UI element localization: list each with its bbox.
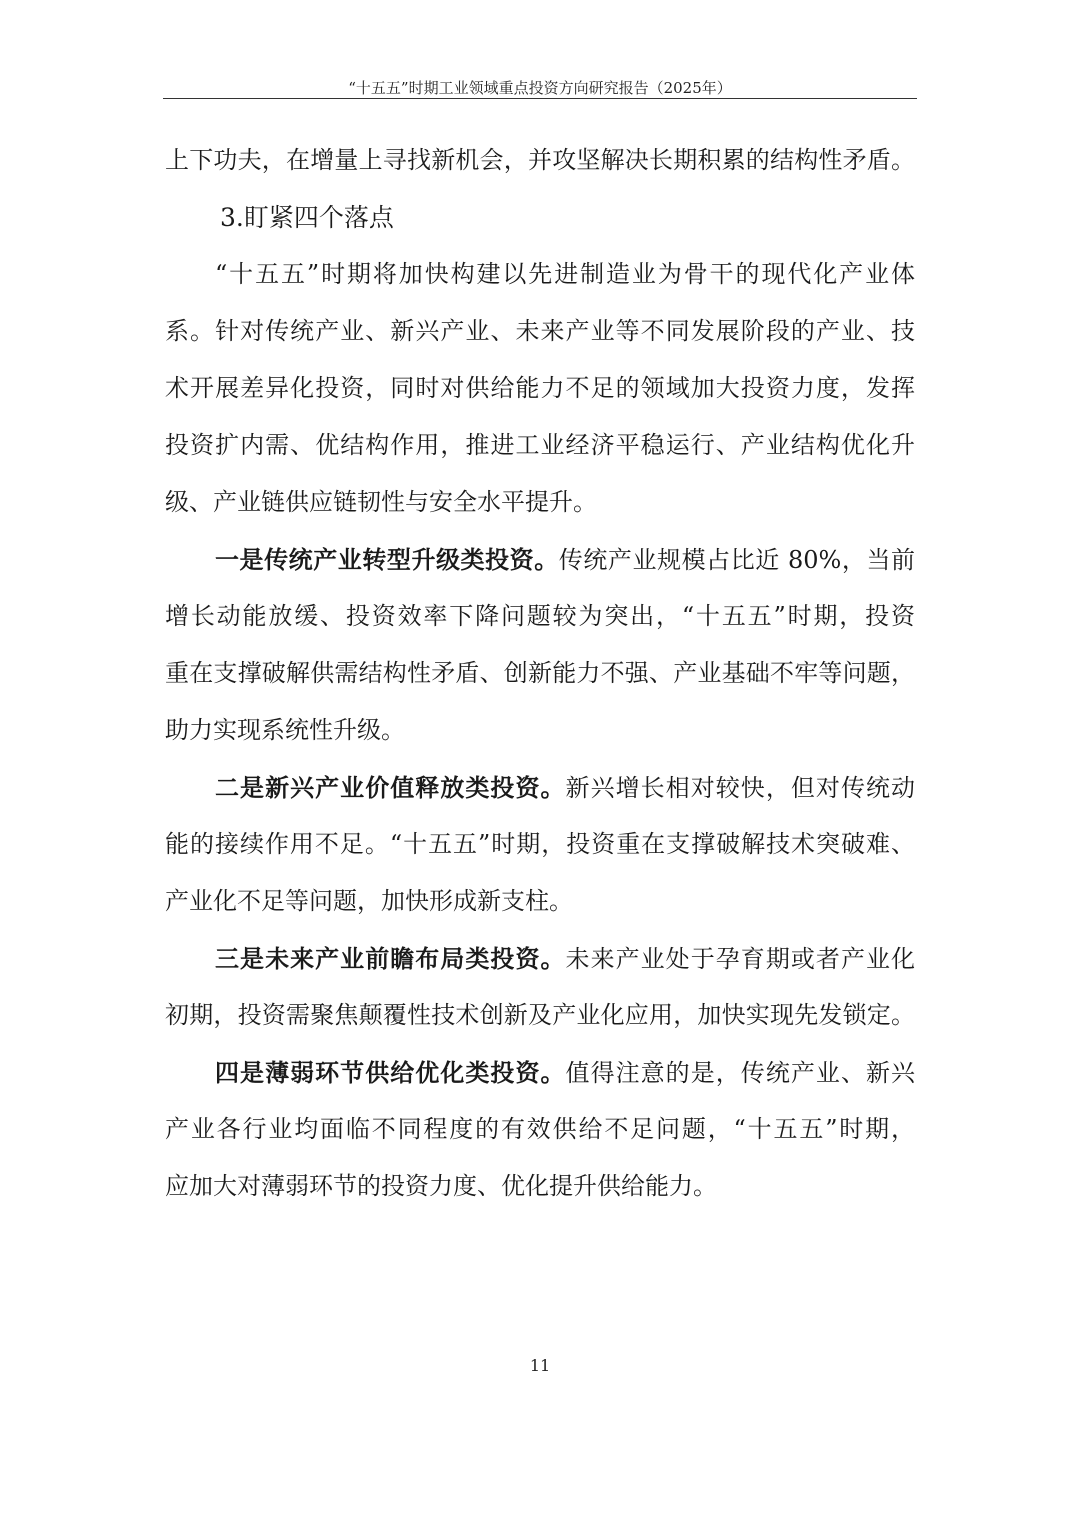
- paragraph-line: 能的接续作用不足。“十五五”时期，投资重在支撑破解技术突破难、: [165, 830, 915, 858]
- point-three-paragraph: [165, 936, 915, 1050]
- intro-paragraph: [165, 252, 915, 537]
- paragraph-line: 重在支撑破解供需结构性矛盾、创新能力不强、产业基础不牢等问题，: [165, 659, 915, 687]
- point-two-paragraph: [165, 765, 915, 936]
- point-text: 传统产业规模占比近 80%，当前: [558, 546, 915, 574]
- paragraph-line: 级、产业链供应链韧性与安全水平提升。: [165, 488, 597, 516]
- page-number: 11: [529, 1356, 551, 1375]
- section-heading: 3.盯紧四个落点: [220, 203, 394, 232]
- point-text: 未来产业处于孕育期或者产业化: [565, 945, 916, 973]
- paragraph-line: “十五五”时期将加快构建以先进制造业为骨干的现代化产业体: [215, 260, 915, 288]
- point-lead: 四是薄弱环节供给优化类投资。: [215, 1058, 566, 1087]
- running-header: “十五五”时期工业领域重点投资方向研究报告（2025年）: [348, 79, 732, 97]
- paragraph-line: 术开展差异化投资，同时对供给能力不足的领域加大投资力度，发挥: [165, 374, 915, 402]
- point-one-paragraph: [165, 537, 915, 765]
- point-lead: 三是未来产业前瞻布局类投资。: [215, 944, 566, 973]
- paragraph-first-line: [165, 936, 915, 993]
- point-four-paragraph: [165, 1050, 915, 1221]
- carryover-line: 上下功夫，在增量上寻找新机会，并攻坚解决长期积累的结构性矛盾。: [165, 146, 915, 174]
- paragraph-line: 应加大对薄弱环节的投资力度、优化提升供给能力。: [165, 1172, 717, 1200]
- paragraph-line: 助力实现系统性升级。: [165, 716, 405, 744]
- paragraph-line: 投资扩内需、优结构作用，推进工业经济平稳运行、产业结构优化升: [165, 431, 915, 459]
- paragraph-line: 系。针对传统产业、新兴产业、未来产业等不同发展阶段的产业、技: [165, 317, 915, 345]
- page-body: [165, 138, 915, 1221]
- paragraph-first-line: [165, 765, 915, 822]
- paragraph-line: 增长动能放缓、投资效率下降问题较为突出，“十五五”时期，投资: [165, 602, 915, 630]
- paragraph-first-line: [165, 537, 915, 594]
- paragraph-line: 初期，投资需聚焦颠覆性技术创新及产业化应用，加快实现先发锁定。: [165, 1001, 915, 1029]
- point-text: 新兴增长相对较快，但对传统动: [565, 774, 916, 802]
- point-lead: 二是新兴产业价值释放类投资。: [215, 773, 566, 802]
- paragraph-line: 产业化不足等问题，加快形成新支柱。: [165, 887, 573, 915]
- point-text: 值得注意的是，传统产业、新兴: [565, 1059, 916, 1087]
- paragraph-first-line: [165, 1050, 915, 1107]
- paragraph-line: 产业各行业均面临不同程度的有效供给不足问题，“十五五”时期，: [165, 1115, 915, 1143]
- point-lead: 一是传统产业转型升级类投资。: [215, 545, 559, 574]
- header-rule: [163, 98, 917, 99]
